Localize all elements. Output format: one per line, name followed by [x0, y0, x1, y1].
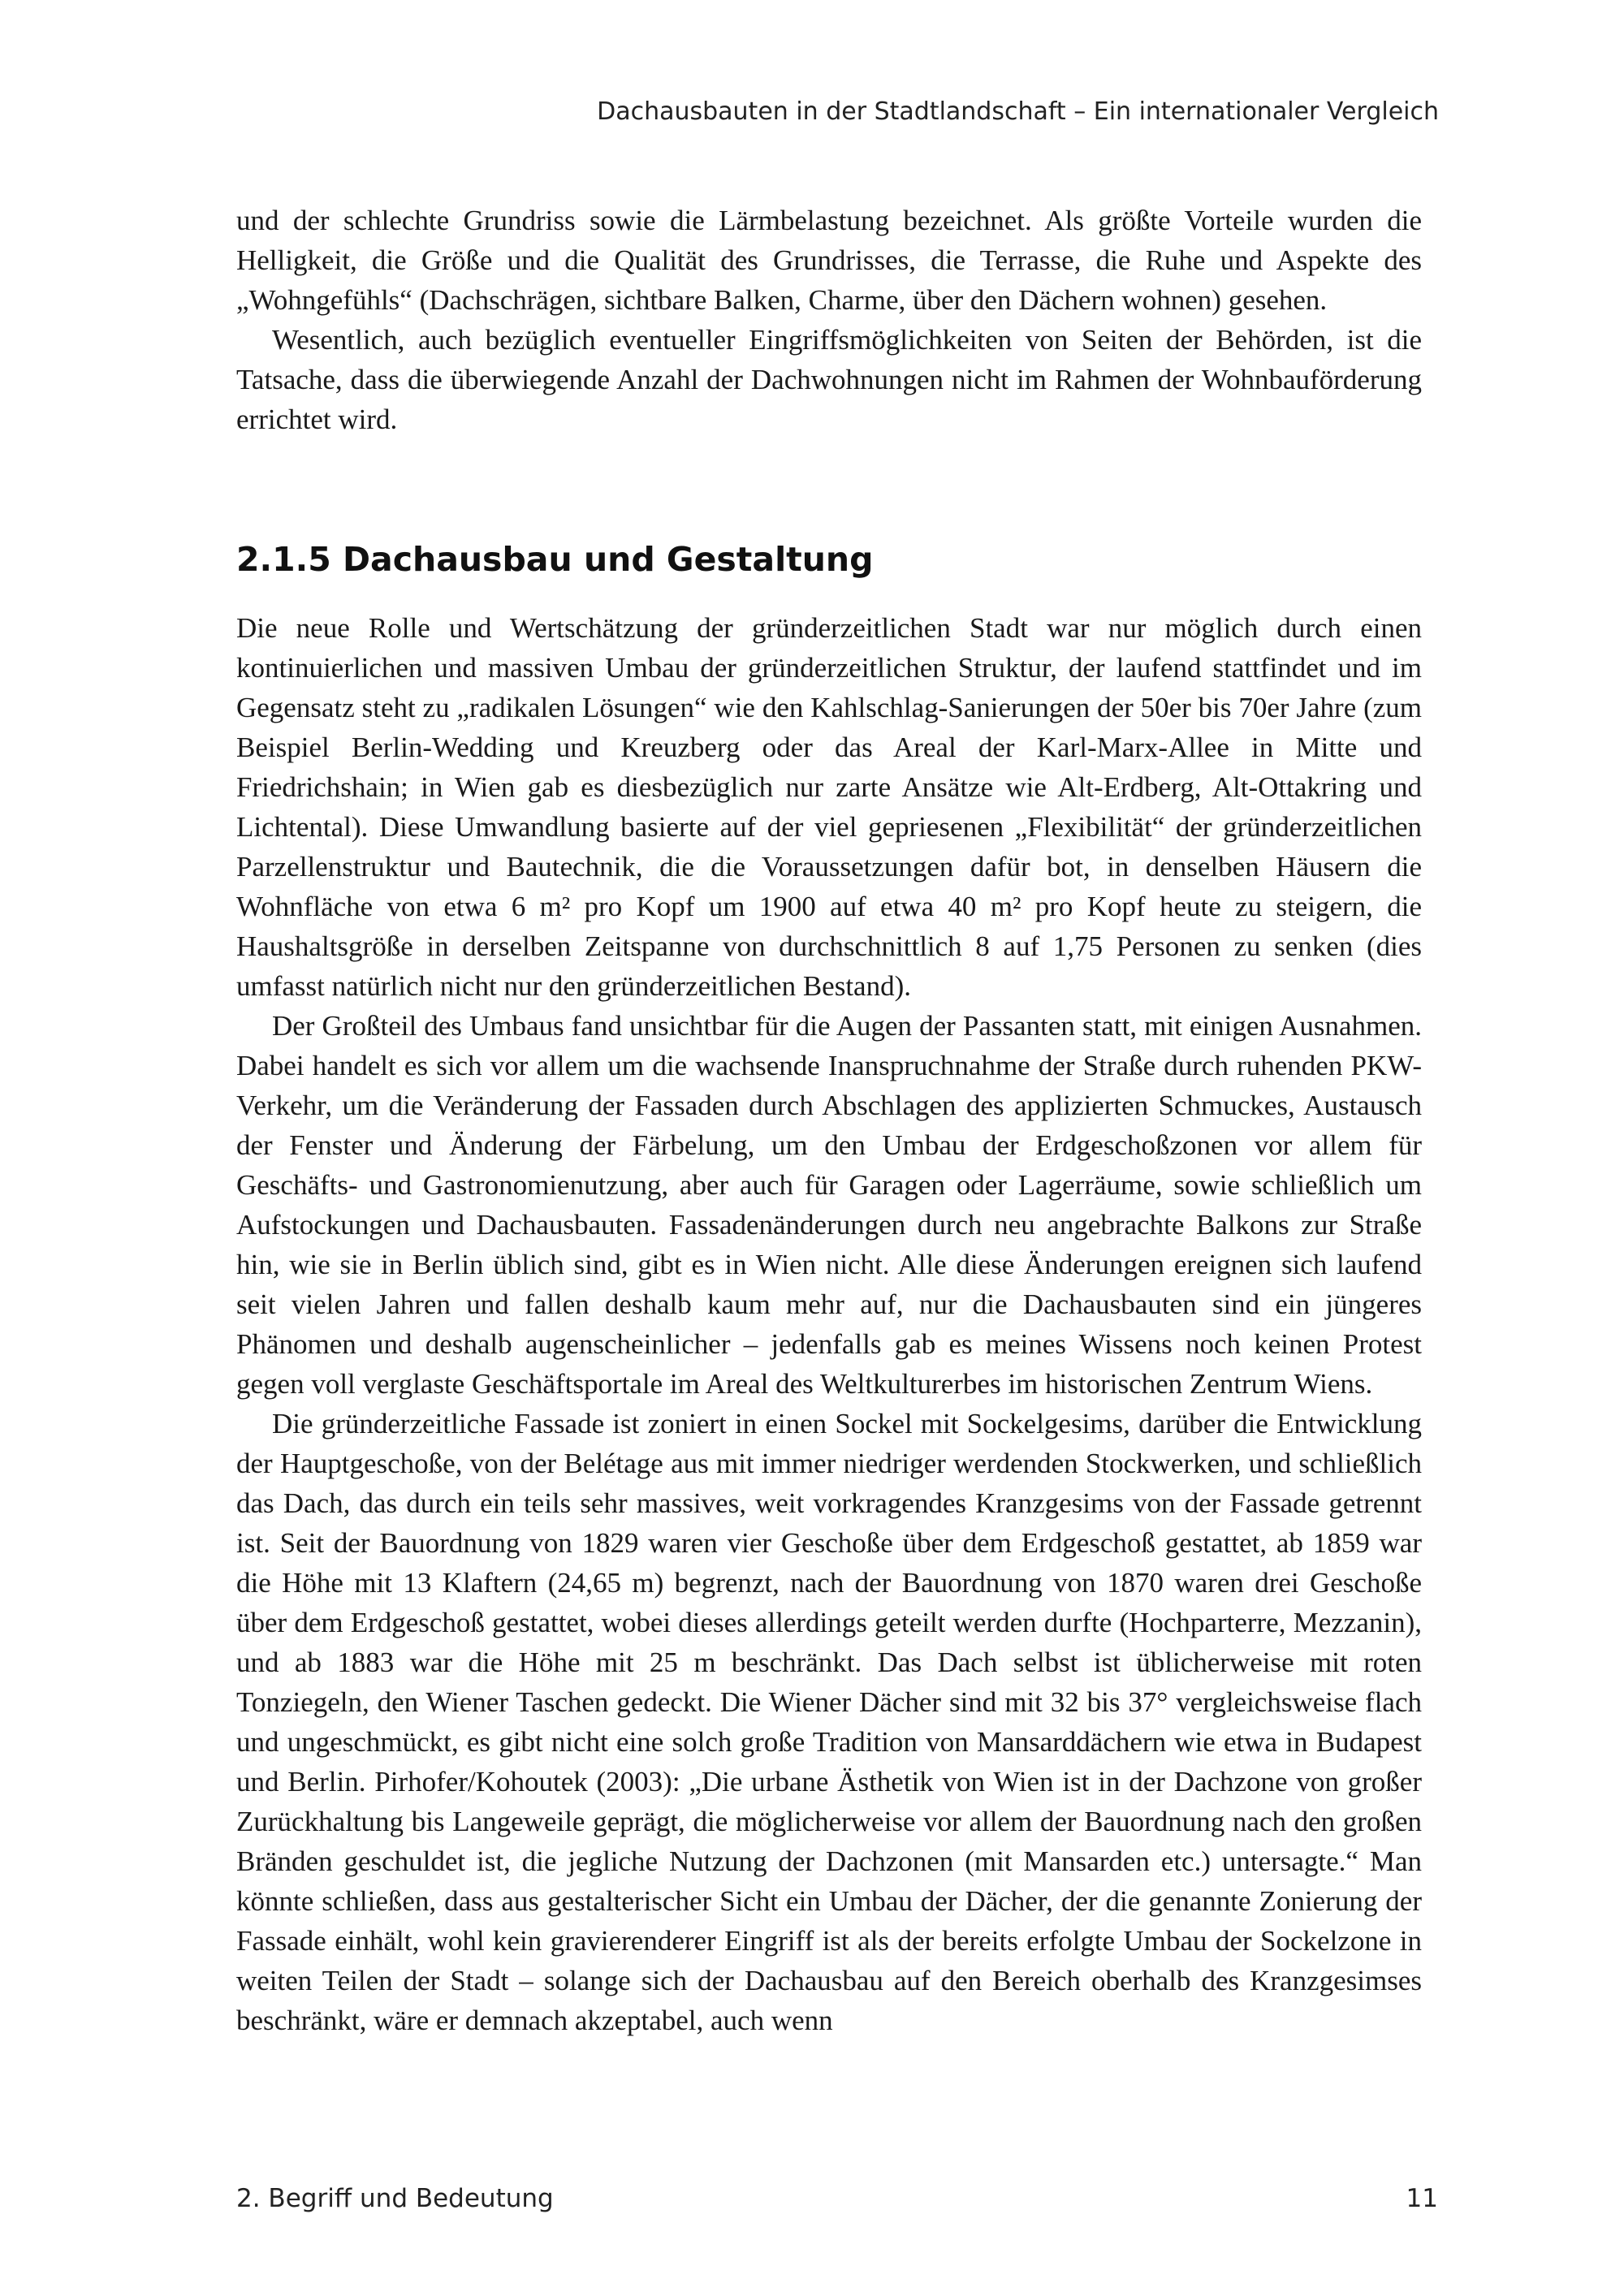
page-number: 11	[1406, 2184, 1438, 2213]
running-header: Dachausbauten in der Stadtlandschaft – Ein internationaler Vergleich	[597, 97, 1439, 126]
paragraph: Der Großteil des Umbaus fand unsichtbar für die Augen der Passanten statt, mit einigen Ausnahmen. Dabei handelt es sich vor allem um die wachsende Inanspruchnahme der Straße durch ruhenden PKW-Verkehr, um die Veränderung der Fassaden durch Abschlagen des applizierten Schmuckes, Austausch der Fenster und Änderung der Färbelung, um den Umbau der Erdgeschoßzonen vor allem für Geschäfts- und Gastronomienutzung, aber auch für Garagen oder Lagerräume, sowie schließlich um Aufstockungen und Dachausbauten. Fassadenänderungen durch neu angebrachte Balkons zur Straße hin, wie sie in Berlin üblich sind, gibt es in Wien nicht. Alle diese Änderungen ereignen sich laufend seit vielen Jahren und fallen deshalb kaum mehr auf, nur die Dachausbauten sind ein jüngeres Phänomen und deshalb augenscheinlicher – jedenfalls gab es meines Wissens noch keinen Protest gegen voll verglaste Geschäftsportale im Areal des Weltkulturerbes im historischen Zentrum Wiens.	[236, 1010, 1422, 1400]
footer-chapter-title: 2. Begriff und Bedeutung	[236, 2184, 554, 2213]
section-text-block	[236, 608, 1422, 2040]
intro-text-block	[236, 201, 1422, 439]
section-heading: 2.1.5 Dachausbau und Gestaltung	[236, 540, 874, 579]
paragraph: Wesentlich, auch bezüglich eventueller Eingriffsmöglichkeiten von Seiten der Behörden, ist die Tatsache, dass die überwiegende Anzahl der Dachwohnungen nicht im Rahmen der Wohnbauförderung errichtet wird.	[236, 324, 1422, 435]
paragraph: Die gründerzeitliche Fassade ist zoniert in einen Sockel mit Sockelgesims, darüber die Entwicklung der Hauptgeschoße, von der Belétage aus mit immer niedriger werdenden Stockwerken, und schließlich das Dach, das durch ein teils sehr massives, weit vorkragendes Kranzgesims von der Fassade getrennt ist. Seit der Bauordnung von 1829 waren vier Geschoße über dem Erdgeschoß gestattet, ab 1859 war die Höhe mit 13 Klaftern (24,65 m) begrenzt, nach der Bauordnung von 1870 waren drei Geschoße über dem Erdgeschoß gestattet, wobei dieses allerdings geteilt werden durfte (Hochparterre, Mezzanin), und ab 1883 war die Höhe mit 25 m beschränkt. Das Dach selbst ist üblicherweise mit roten Tonziegeln, den Wiener Taschen gedeckt. Die Wiener Dächer sind mit 32 bis 37° vergleichsweise flach und ungeschmückt, es gibt nicht eine solch große Tradition von Mansarddächern wie etwa in Budapest und Berlin. Pirhofer/Kohoutek (2003): „Die urbane Ästhetik von Wien ist in der Dachzone von großer Zurückhaltung bis Langeweile geprägt, die möglicherweise vor allem der Bauordnung nach den großen Bränden geschuldet ist, die jegliche Nutzung der Dachzonen (mit Mansarden etc.) untersagte.“ Man könnte schließen, dass aus gestalterischer Sicht ein Umbau der Dächer, der die genannte Zonierung der Fassade einhält, wohl kein gravierenderer Eingriff ist als der bereits erfolgte Umbau der Sockelzone in weiten Teilen der Stadt – solange sich der Dachausbau auf den Bereich oberhalb des Kranzgesimses beschränkt, wäre er demnach akzeptabel, auch wenn	[236, 1408, 1422, 2036]
paragraph: Die neue Rolle und Wertschätzung der gründerzeitlichen Stadt war nur möglich durch einen kontinuierlichen und massiven Umbau der gründerzeitlichen Struktur, der laufend stattfindet und im Gegensatz steht zu „radikalen Lösungen“ wie den Kahlschlag-Sanierungen der 50er bis 70er Jahre (zum Beispiel Berlin-Wedding und Kreuzberg oder das Areal der Karl-Marx-Allee in Mitte und Friedrichshain; in Wien gab es diesbezüglich nur zarte Ansätze wie Alt-Erdberg, Alt-Ottakring und Lichtental). Diese Umwandlung basierte auf der viel gepriesenen „Flexibilität“ der gründerzeitlichen Parzellenstruktur und Bautechnik, die die Voraussetzungen dafür bot, in denselben Häusern die Wohnfläche von etwa 6 m² pro Kopf um 1900 auf etwa 40 m² pro Kopf heute zu steigern, die Haushaltsgröße in derselben Zeitspanne von durchschnittlich 8 auf 1,75 Personen zu senken (dies umfasst natürlich nicht nur den gründerzeitlichen Bestand).	[236, 612, 1422, 1002]
paragraph: und der schlechte Grundriss sowie die Lärmbelastung bezeichnet. Als größte Vorteile wurden die Helligkeit, die Größe und die Qualität des Grundrisses, die Terrasse, die Ruhe und Aspekte des „Wohngefühls“ (Dachschrägen, sichtbare Balken, Charme, über den Dächern wohnen) gesehen.	[236, 205, 1422, 316]
